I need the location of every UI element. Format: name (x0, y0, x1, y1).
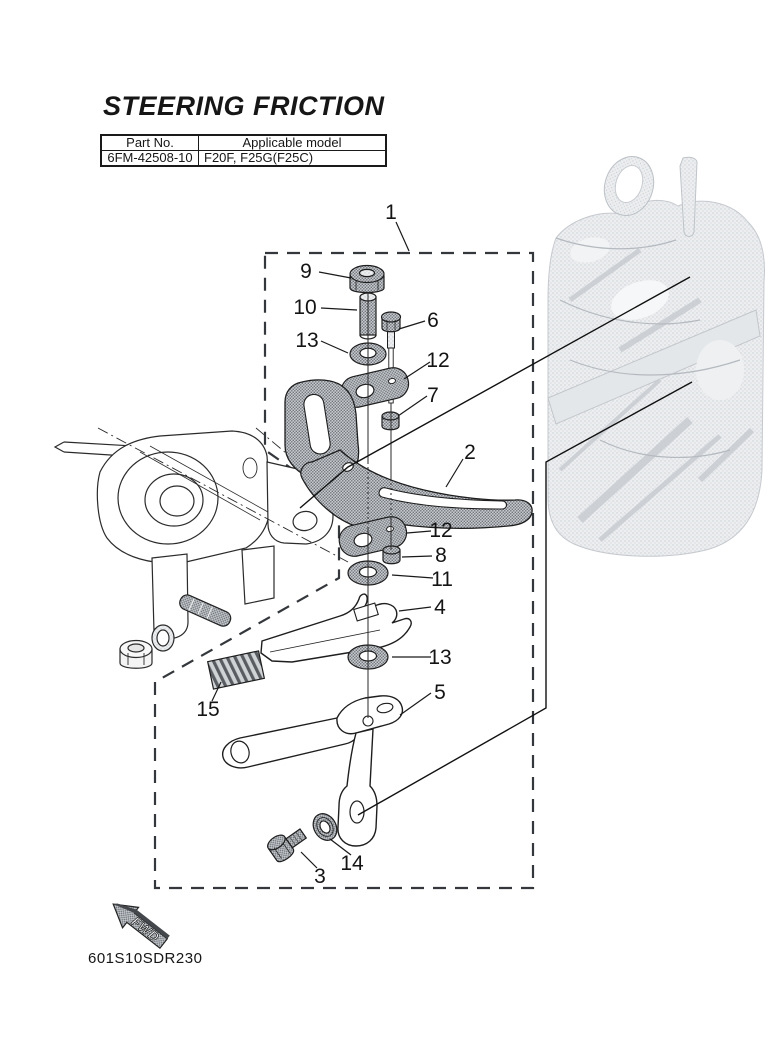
callout-2: 2 (464, 441, 476, 464)
parts-table-header-partno: Part No. (101, 135, 199, 151)
doc-code: 601S10SDR230 (88, 950, 203, 967)
lever-plate-4 (261, 594, 411, 662)
flange-nut (120, 641, 152, 669)
bracket-body (97, 431, 270, 563)
callout-5: 5 (434, 681, 446, 704)
bolt-3 (265, 822, 310, 864)
bracket-arm-5 (223, 696, 403, 846)
callout-15: 15 (196, 698, 220, 721)
applicable-model-cell: F20F, F25G(F25C) (199, 151, 387, 167)
friction-pad-15 (208, 651, 265, 689)
bracket-leg-right (242, 546, 274, 604)
callout-12-lower: 12 (429, 519, 453, 542)
callout-6: 6 (427, 309, 439, 332)
callout-4: 4 (434, 596, 446, 619)
callout-1: 1 (385, 201, 397, 224)
callout-8: 8 (435, 544, 447, 567)
callout-11: 11 (431, 568, 453, 591)
callout-14: 14 (340, 852, 364, 875)
callout-7: 7 (427, 384, 439, 407)
callout-10: 10 (293, 296, 317, 319)
o-ring (152, 625, 174, 651)
callout-13-lower: 13 (428, 646, 452, 669)
nut-9 (350, 266, 384, 293)
parts-table-header-model: Applicable model (199, 135, 387, 151)
fwd-arrow (105, 894, 171, 954)
washer-14 (308, 809, 341, 844)
callout-12-upper: 12 (426, 349, 450, 372)
fwd-arrow-label: FWD (128, 913, 163, 945)
engine-reference-art (548, 150, 764, 556)
callout-13-upper: 13 (295, 329, 319, 352)
part-number-cell: 6FM-42508-10 (101, 151, 199, 167)
callout-3: 3 (314, 865, 326, 888)
page-title: STEERING FRICTION (103, 91, 385, 121)
callout-9: 9 (300, 260, 312, 283)
